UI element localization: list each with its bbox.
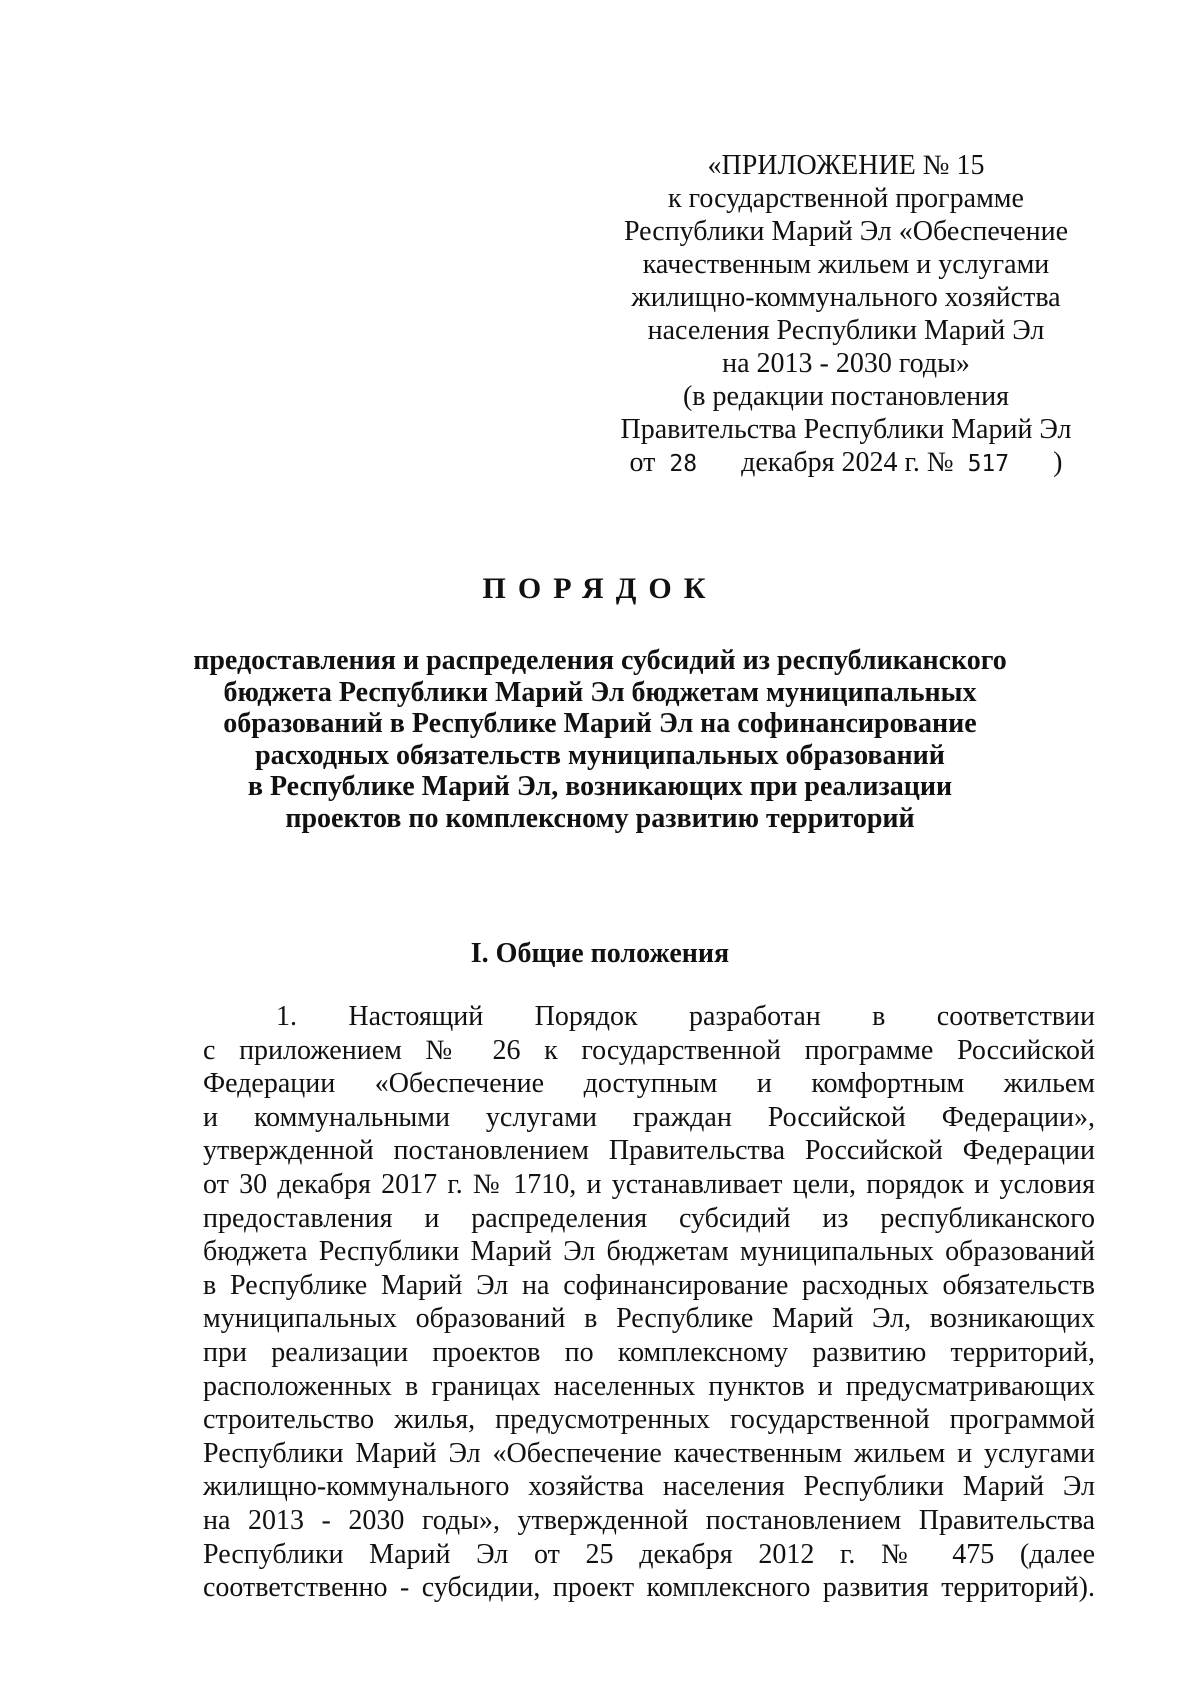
paragraph-line: и коммунальными услугами граждан Российской Федерации», (203, 1101, 1095, 1133)
date-suffix: ) (1053, 447, 1063, 478)
paragraph-line: Республики Марий Эл от 25 декабря 2012 г. № 475 (далее (203, 1538, 1095, 1570)
paragraph-line: соответственно - субсидии, проект комплексного развития территорий). (203, 1572, 1095, 1604)
appendix-line: «ПРИЛОЖЕНИЕ № 15 (707, 150, 985, 181)
appendix-line: населения Республики Марий Эл (647, 315, 1045, 346)
subtitle-line: предоставления и распределения субсидий из республиканского (193, 645, 1007, 676)
paragraph-line: предоставления и распределения субсидий из республиканского (203, 1202, 1095, 1234)
paragraph-line: строительство жилья, предусмотренных государственной программой (203, 1404, 1095, 1436)
section-heading: I. Общие положения (470, 938, 730, 969)
appendix-line: жилищно-коммунального хозяйства (631, 282, 1061, 313)
appendix-line: на 2013 - 2030 годы» (722, 348, 970, 379)
paragraph-line: утвержденной постановлением Правительства Российской Федерации (203, 1135, 1095, 1167)
subtitle-line: бюджета Республики Марий Эл бюджетам муниципальных (223, 676, 977, 708)
subtitle-line: образований в Республике Марий Эл на софинансирование (223, 708, 977, 739)
paragraph-line: Федерации «Обеспечение доступным и комфортным жильем (203, 1068, 1095, 1100)
paragraph-line: на 2013 - 2030 годы», утвержденной постановлением Правительства (203, 1504, 1095, 1536)
paragraph-line: с приложением № 26 к государственной программе Российской (203, 1034, 1095, 1066)
paragraph-line: жилищно-коммунального хозяйства населения Республики Марий Эл (203, 1471, 1095, 1503)
paragraph-line: Республики Марий Эл «Обеспечение качественным жильем и услугами (203, 1437, 1095, 1469)
appendix-line: к государственной программе (668, 183, 1024, 214)
resolution-day: 28 (669, 451, 698, 477)
appendix-line: качественным жильем и услугами (642, 249, 1050, 280)
paragraph-line: муниципальных образований в Республике Марий Эл, возникающих (203, 1303, 1095, 1335)
resolution-number: 517 (967, 451, 1010, 477)
appendix-date-line (620, 446, 1072, 481)
appendix-line: Правительства Республики Марий Эл (620, 414, 1072, 445)
date-month-year: декабря 2024 г. № (741, 447, 954, 478)
paragraph-line: расположенных в границах населенных пунктов и предусматривающих (203, 1370, 1095, 1402)
date-prefix: от (629, 447, 656, 478)
appendix-line: (в редакции постановления (682, 381, 1010, 412)
paragraph-line: от 30 декабря 2017 г. № 1710, и устанавливает цели, порядок и условия (203, 1168, 1095, 1200)
document-title: ПОРЯДОК (482, 572, 718, 605)
document-subtitle (150, 645, 1050, 834)
subtitle-line: проектов по комплексному развитию территорий (285, 802, 915, 834)
paragraph-1 (203, 1000, 1095, 1605)
paragraph-line: при реализации проектов по комплексному развитию территорий, (203, 1336, 1095, 1368)
appendix-header (620, 149, 1072, 481)
subtitle-line: расходных обязательств муниципальных образований (255, 739, 945, 771)
paragraph-line: бюджета Республики Марий Эл бюджетам муниципальных образований (203, 1236, 1095, 1268)
appendix-line: Республики Марий Эл «Обеспечение (623, 216, 1069, 247)
subtitle-line: в Республике Марий Эл, возникающих при реализации (247, 771, 953, 802)
paragraph-line: 1. Настоящий Порядок разработан в соответствии (276, 1001, 1095, 1032)
paragraph-line: в Республике Марий Эл на софинансирование расходных обязательств (203, 1269, 1095, 1301)
